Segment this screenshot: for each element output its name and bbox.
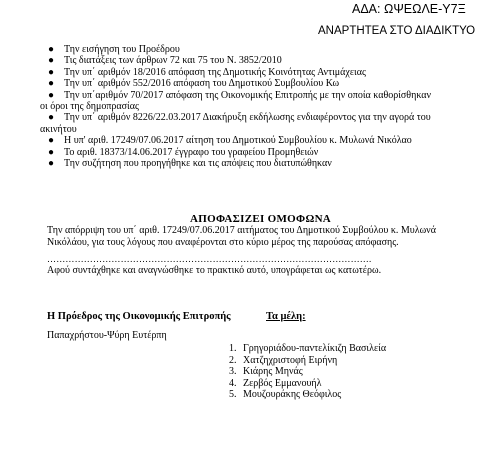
list-item: 5. Μουζουράκης Θεόφιλος [229, 389, 342, 401]
list-item: ● Την υπ΄ αριθμόν 552/2016 απόφαση του Δημοτικού Συμβουλίου Κω [48, 78, 340, 90]
list-item-continuation: ακινήτου [40, 123, 77, 135]
list-item: 1. Γρηγοριάδου-παντελίκιζη Βασιλεία [229, 343, 387, 354]
list-item: ● Την εισήγηση του Προέδρου [48, 44, 180, 55]
bullet-icon: ● [48, 66, 55, 78]
bullet-icon: ● [48, 135, 55, 147]
list-item: 3. Κιάρης Μηνάς [229, 366, 303, 378]
members-list [229, 343, 386, 401]
bullet-icon: ● [48, 55, 55, 67]
list-item: ● Την υπ΄αριθμόν 70/2017 απόφαση της Οικονομικής Επιτροπής με την οποία καθορίσθηκαν οι όροι της δημοπρασίας [40, 90, 490, 113]
dotted-separator: ……………………………………………………………………………………………. [47, 254, 372, 264]
decision-paragraph: Την απόρριψη του υπ΄ αριθ. 17249/07.06.2017 αιτήματος του Δημοτικού Συμβούλου κ. Μυλωνά Νικόλάου, για τους λόγους που αναφέρονται στο κύριο μέρος της παρούσας απόφασης. [47, 225, 436, 248]
bullet-icon: ● [48, 44, 55, 55]
posted-online-label: ΑΝΑΡΤΗΤΕΑ ΣΤΟ ΔΙΑΔΙΚΤΥΟ [318, 25, 476, 37]
considerations-list [40, 44, 490, 169]
signoff-text: Αφού συντάχθηκε και αναγνώσθηκε το πρακτικό αυτό, υπογράφεται ως κατωτέρω. [47, 265, 382, 276]
list-item: ● Η υπ' αριθ. 17249/07.06.2017 αίτηση του Δημοτικού Συμβουλίου κ. Μυλωνά Νικόλαο [48, 135, 412, 147]
list-item: ● Τις διατάξεις των άρθρων 72 και 75 του Ν. 3852/2010 [48, 55, 282, 67]
list-item: ● Το αριθ. 18373/14.06.2017 έγγραφο του γραφείου Προμηθειών [48, 146, 319, 158]
president-label: Η Πρόεδρος της Οικονομικής Επιτροπής [47, 311, 231, 322]
list-item-continuation: οι όροι της δημοπρασίας [40, 101, 139, 113]
list-item: ● Την υπ΄ αριθμόν 8226/22.03.2017 Διακήρυξη εκδήλωσης ενδιαφέροντος για την αγορά του ακινήτου [40, 112, 490, 135]
list-item: ● Την υπ΄ αριθμόν 18/2016 απόφαση της Δημοτικής Κοινότητας Αντιμάχειας [48, 66, 366, 78]
list-item: ● Την συζήτηση που προηγήθηκε και τις απόψεις που διατυπώθηκαν [48, 158, 332, 170]
bullet-icon: ● [48, 112, 55, 124]
bullet-icon: ● [48, 78, 55, 90]
bullet-icon: ● [48, 146, 55, 158]
list-item: 2. Χατζηχριστοφή Ειρήνη [229, 354, 338, 366]
ada-code: ΑΔΑ: ΩΨΕΩΛΕ-Υ7Ξ [352, 2, 466, 16]
president-name: Παπαχρήστου-Ψύρη Ευτέρπη [47, 330, 167, 341]
bullet-icon: ● [48, 89, 55, 101]
bullet-icon: ● [48, 158, 55, 170]
decision-title: ΑΠΟΦΑΣΙΖΕΙ ΟΜΟΦΩΝΑ [190, 213, 332, 225]
list-item: 4. Ζερβός Εμμανουήλ [229, 377, 322, 389]
members-label: Τα μέλη: [266, 311, 306, 322]
